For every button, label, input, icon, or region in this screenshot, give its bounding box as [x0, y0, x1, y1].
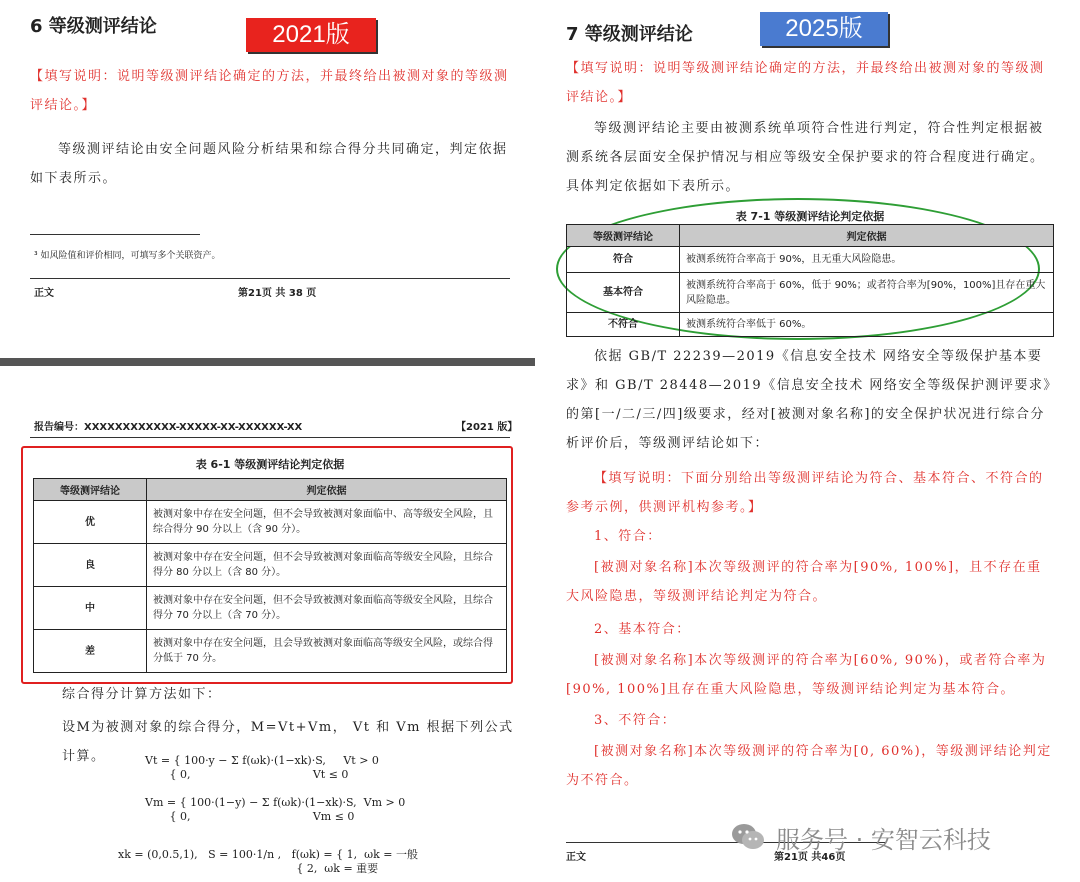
- table-row: [567, 273, 1054, 313]
- version-badge-2021: 2021版: [246, 18, 376, 52]
- table-cell-basis: 被测对象中存在安全问题，且会导致被测对象面临高等级安全风险，或综合得分低于 70 分。: [147, 630, 507, 673]
- table-header: 判定依据: [147, 479, 507, 501]
- formula-xk: xk = (0,0.5,1), S = 100·1/n , f(ωk) = { 1, ωk = 一般 { 2, ωk = 重要: [118, 848, 418, 875]
- conclusion-table-2025: [566, 224, 1054, 337]
- table-header-row: [34, 479, 507, 501]
- score-method: 综合得分计算方法如下：: [62, 687, 222, 702]
- footer-page-2025: 第21页 共46页: [774, 852, 846, 863]
- table-row: [34, 501, 507, 544]
- table-row: [567, 313, 1054, 337]
- table-cell-basis: 被测系统符合率高于 60%，低于 90%；或者符合率为[90%，100%]且存在重大风险隐患。: [680, 273, 1054, 313]
- footer-rule-2021: [30, 278, 510, 279]
- note-2025: 【填写说明：说明等级测评结论确定的方法，并最终给出被测对象的等级测评结论。】: [566, 61, 1045, 105]
- table-cell-level: 符合: [567, 247, 680, 273]
- formula-vm: Vm = { 100·(1−y) − Σ f(ωk)·(1−xk)·S, Vm > 0 { 0, Vm ≤ 0: [145, 796, 406, 823]
- section-title-2025: 7 等级测评结论: [566, 24, 693, 45]
- table-cell-basis: 被测系统符合率低于 60%。: [680, 313, 1054, 337]
- body-2021: 等级测评结论由安全问题风险分析结果和综合得分共同确定，判定依据如下表所示。: [30, 142, 508, 186]
- example-3-title: 3、不符合：: [594, 713, 677, 728]
- table-header-row: [567, 225, 1054, 247]
- table-cell-basis: 被测系统符合率高于 90%，且无重大风险隐患。: [680, 247, 1054, 273]
- watermark: 服务号 · 安智云科技: [776, 826, 991, 854]
- table-cell-level: 差: [34, 630, 147, 673]
- page-divider: [0, 358, 535, 366]
- formula-vt: Vt = { 100·y − Σ f(ωk)·(1−xk)·S, Vt > 0 { 0, Vt ≤ 0: [145, 754, 379, 781]
- table-row: [567, 247, 1054, 273]
- example-1-text: [被测对象名称]本次等级测评的符合率为[90%, 100%]，且不存在重大风险隐患，等级测评结论判定为符合。: [566, 560, 1042, 604]
- conclusion-table-2021: [33, 478, 507, 673]
- header-rule: [30, 437, 510, 438]
- footer-page-2021: 第21页 共 38 页: [238, 288, 317, 299]
- footnote: ³ 如风险值和评价相同，可填写多个关联资产。: [34, 251, 221, 261]
- footer-left-2021: 正文: [34, 288, 54, 299]
- report-number: 报告编号：XXXXXXXXXXXX-XXXXX-XX-XXXXXX-XX: [34, 422, 303, 433]
- table-cell-level: 中: [34, 587, 147, 630]
- table-cell-basis: 被测对象中存在安全问题，但不会导致被测对象面临中、高等级安全风险，且综合得分 90 分以上（含 90 分）。: [147, 501, 507, 544]
- example-1-title: 1、符合：: [594, 529, 662, 544]
- table-cell-level: 不符合: [567, 313, 680, 337]
- table-header: 判定依据: [680, 225, 1054, 247]
- section-title-2021: 6 等级测评结论: [30, 16, 157, 37]
- example-2-title: 2、基本符合：: [594, 622, 691, 637]
- basis-text: 依据 GB/T 22239—2019《信息安全技术 网络安全等级保护基本要求》和 GB/T 28448—2019《信息安全技术 网络安全等级保护测评要求》的第[一/二/三/四]级要求，经对[被测对象名称]的安全保护状况进行综合分析评价后，等级测评结论如下：: [566, 349, 1052, 451]
- example-2-text: [被测对象名称]本次等级测评的符合率为[60%, 90%)，或者符合率为[90%, 100%]且存在重大风险隐患，等级测评结论判定为基本符合。: [566, 653, 1047, 697]
- body-2025: 等级测评结论主要由被测系统单项符合性进行判定，符合性判定根据被测系统各层面安全保护情况与相应等级安全保护要求的符合程度进行确定。具体判定依据如下表所示。: [566, 121, 1045, 194]
- version-badge-2025: 2025版: [760, 12, 888, 46]
- table-cell-basis: 被测对象中存在安全问题，但不会导致被测对象面临高等级安全风险，且综合得分 80 分以上（含 80 分）。: [147, 544, 507, 587]
- table-cell-basis: 被测对象中存在安全问题，但不会导致被测对象面临高等级安全风险，且综合得分 70 分以上（含 70 分）。: [147, 587, 507, 630]
- table-row: [34, 587, 507, 630]
- score-definition: 设M为被测对象的综合得分，M=Vt+Vm， Vt 和 Vm 根据下列公式计算。: [62, 720, 514, 764]
- note-2021: 【填写说明：说明等级测评结论确定的方法，并最终给出被测对象的等级测评结论。】: [30, 69, 509, 113]
- footer-left-2025: 正文: [566, 852, 586, 863]
- table-row: [34, 630, 507, 673]
- version-tag-2021: 【2021 版】: [456, 422, 518, 433]
- wechat-icon: [730, 822, 766, 852]
- note-examples: 【填写说明：下面分别给出等级测评结论为符合、基本符合、不符合的参考示例，供测评机构参考。】: [566, 471, 1044, 515]
- table-caption-2025: 表 7-1 等级测评结论判定依据: [735, 210, 885, 223]
- table-caption-2021: 表 6-1 等级测评结论判定依据: [195, 458, 345, 471]
- table-row: [34, 544, 507, 587]
- example-3-text: [被测对象名称]本次等级测评的符合率为[0, 60%)，等级测评结论判定为不符合。: [566, 744, 1052, 788]
- table-cell-level: 良: [34, 544, 147, 587]
- table-header: 等级测评结论: [34, 479, 147, 501]
- footnote-rule: [30, 234, 200, 235]
- table-cell-level: 基本符合: [567, 273, 680, 313]
- table-cell-level: 优: [34, 501, 147, 544]
- table-header: 等级测评结论: [567, 225, 680, 247]
